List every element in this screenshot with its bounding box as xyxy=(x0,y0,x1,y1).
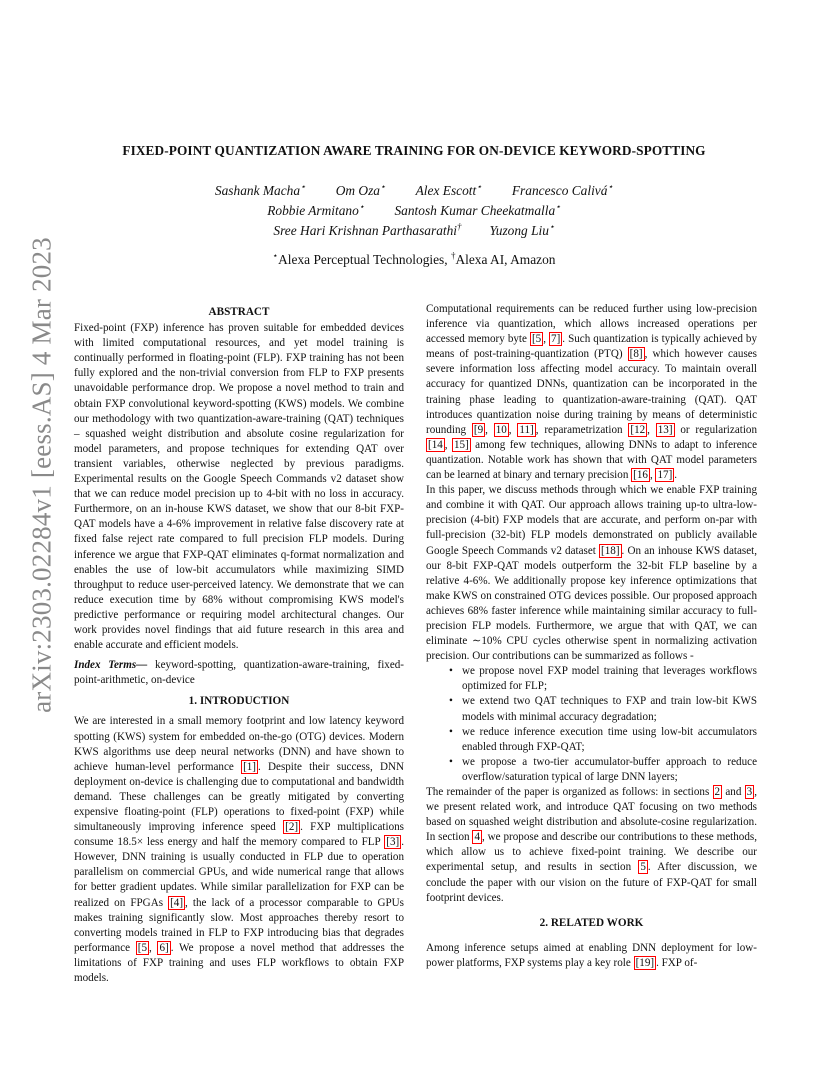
related-work-paragraph: Among inference setups aimed at enabling DNN deployment for low-power platforms, FXP systems play a key role [19] . FXP of- xyxy=(426,941,757,969)
author-list xyxy=(60,181,768,241)
citation-link[interactable]: [16 xyxy=(633,469,648,482)
arxiv-stamp xyxy=(22,237,62,713)
citation-link[interactable]: 13] xyxy=(657,423,673,436)
intro-paragraph: We are interested in a small memory footprint and low latency keyword spotting (KWS) system for embedded on-the-go (OTG) devices. Modern KWS algorithms use deep neural networks (DNN) and have shown to achieve human-level performance [1] . Despite their success, DNN deployment on-device is challenging due to computational and bandwidth demand. These challenges can be greatly mitigated by converting expensive floating-point (FLP) operations to fixed-point (FXP) while simultaneously improving inference speed [2] . FXP multiplications consume 18.5× less energy and half the memory compared to FLP [3] . However, DNN training is usually conducted in FLP due to operation parallelism on commercial GPUs, and wide numerical range that allows for better gradient updates. While similar parallelization for FXP can be realized on FPGAs [4] , the lack of a processor comparable to GPUs makes training significantly slow. Most approaches thereby resort to converting models trained in FLP to FXP introducing bias that degrades performance [5 , 6] . We propose a novel method that addresses the limitations of FXP training and uses FLP workflows to obtain FXP models. xyxy=(74,715,405,985)
citation-link[interactable]: [9 xyxy=(473,423,484,436)
index-terms-text: keyword-spotting, quantization-aware-training, fixed-point-arithmetic, on-device xyxy=(74,659,404,687)
citation-link[interactable]: [14 xyxy=(428,438,443,451)
citation-link[interactable]: 15] xyxy=(453,438,469,451)
section-link[interactable]: 2 xyxy=(714,786,721,798)
section-link[interactable]: 4 xyxy=(474,831,480,844)
affiliation: ⋆Alexa Perceptual Technologies, †Alexa AI, Amazon xyxy=(272,250,556,267)
paper-title: FIXED-POINT QUANTIZATION AWARE TRAINING FOR ON-DEVICE KEYWORD-SPOTTING xyxy=(122,143,706,158)
citation-link[interactable]: 10 xyxy=(495,423,507,436)
author: Francesco Calivá⋆ xyxy=(511,181,614,198)
section-heading-introduction: 1. INTRODUCTION xyxy=(188,695,290,708)
list-item: • we propose a two-tier accumulator-buffer approach to reduce overflow/saturation typical of large DNN layers; xyxy=(462,755,757,785)
list-item: • we reduce inference execution time using low-bit accumulators enabled through FXP-QAT; xyxy=(462,725,757,755)
citation-link[interactable]: [4] xyxy=(170,896,184,909)
citation-link[interactable]: [19] xyxy=(635,956,655,969)
citation-link[interactable]: 6] xyxy=(159,941,169,954)
section-heading-related-work: 2. RELATED WORK xyxy=(539,916,644,929)
citation-link[interactable]: [5 xyxy=(137,941,147,954)
index-terms xyxy=(74,658,404,688)
right-column xyxy=(426,302,757,971)
abstract-body: Fixed-point (FXP) inference has proven suitable for embedded devices with limited computational resources, and yet model training is continually performed in floating-point (FLP). FXP training has not been fully explored and the non-trivial conversion from FLP to FXP presents unavoidable performance drop. We propose a novel method to train and obtain FXP convolutional keyword-spotting (KWS) models. We combine our methodology with two quantization-aware-training (QAT) techniques – squashed weight distribution and absolute cosine regularization for model parameters, and propose techniques for extending QAT over transient variables, otherwise neglected by previous paradigms. Experimental results on the Google Speech Commands v2 dataset show that we can reduce model precision up to 4-bit with no loss in accuracy. Furthermore, on an in-house KWS dataset, we show that our 8-bit FXP-QAT models have a 4-6% improvement in relative false discovery rate at fixed false reject rate compared to full precision FLP models. During inference we argue that FXP-QAT eliminates q-format normalization and enables the use of low-bit accumulators while maximizing SIMD throughput to reduce user-perceived latency. We demonstrate that we can reduce execution time by 68% without compromising KWS model's predictive performance or requiring model architectural changes. Our work provides novel findings that aid future research in this area and enable accurate and efficient models. xyxy=(74,322,404,652)
list-item: • we extend two QAT techniques to FXP and train low-bit KWS models with minimal accuracy degradation; xyxy=(462,694,757,724)
list-item: • we propose novel FXP model training that leverages workflows optimized for FLP; xyxy=(462,664,757,694)
citation-link[interactable]: 7] xyxy=(551,333,561,346)
author-row-1 xyxy=(60,181,768,201)
contributions-list xyxy=(426,664,757,785)
author: Santosh Kumar Cheekatmalla⋆ xyxy=(394,201,561,218)
abstract-heading: ABSTRACT xyxy=(208,306,270,318)
citation-link[interactable]: [2] xyxy=(285,821,299,834)
arxiv-stamp-text: arXiv:2303.02284v1 [eess.AS] 4 Mar 2023 xyxy=(26,237,57,713)
citation-link[interactable]: 11] xyxy=(519,423,534,436)
author: Robbie Armitano⋆ xyxy=(267,201,365,218)
author: Yuzong Liu⋆ xyxy=(489,221,555,238)
citation-link[interactable]: [1] xyxy=(243,760,256,773)
section-link[interactable]: 3 xyxy=(746,786,753,798)
author-row-2 xyxy=(60,201,768,221)
citation-link[interactable]: 17] xyxy=(657,469,673,482)
author: Sree Hari Krishnan Parthasarathi† xyxy=(273,221,462,238)
organization-paragraph: The remainder of the paper is organized as follows: in sections 2 and 3 , we present related work, and introduce QAT focusing on two methods based on squashed weight distribution and absolute-cosine regularization. In section 4 , we propose and describe our contributions to these methods, which allow us to achieve fixed-point training. We describe our experimental setup, and results in section 5 . After discussion, we conclude the paper with our vision on the future of FXP-QAT for small footprint devices. xyxy=(426,786,757,904)
author: Sashank Macha⋆ xyxy=(214,181,306,198)
contributions-paragraph: In this paper, we discuss methods through which we enable FXP training and combine it with QAT. Our approach allows training up-to ultra-low-precision (4-bit) FXP models that are accurate, and perform on-par with full-precision (32-bit) FLP models demonstrated on publicly available Google Speech Commands v2 dataset [18] . On an inhouse KWS dataset, our 8-bit FXP-QAT models outperform the 32-bit FLP baseline by a relative 4-6%. We additionally propose key inference optimizations that make KWS on constrained OTG devices possible. Our proposed approach achieves 68% faster inference while maintaining similar accuracy to full-precision FLP models. Furthermore, we argue that with QAT, we can eliminate ∼10% CPU cycles otherwise spent in normalizing activation precision. Our contributions can be summarized as follows - xyxy=(426,484,757,663)
citation-link[interactable]: [12 xyxy=(630,423,646,436)
left-column xyxy=(74,305,404,986)
author: Alex Escott⋆ xyxy=(415,181,482,198)
author: Om Oza⋆ xyxy=(335,181,386,198)
section-link[interactable]: 5 xyxy=(640,861,646,874)
index-terms-label: Index Terms— xyxy=(74,659,148,672)
citation-link[interactable]: [18] xyxy=(601,544,620,557)
quantization-paragraph: Computational requirements can be reduced further using low-precision inference via quantization, which allows increased operations per accessed memory byte [5 , 7] . Such quantization is typically achieved by means of post-training-quantization (PTQ) [8] , which however causes severe information loss affecting model accuracy. To maintain overall accuracy for quantized DNNs, quantization can be incorporated in the training phase leading to quantization-aware-training (QAT). QAT introduces quantization noise during training by means of deterministic rounding [9 , 10 , 11] , reparametrization [12 , 13] or regularization [14 , 15] among few techniques, allowing DNNs to adapt to inference quantization. Notable work has shown that with QAT model parameters can be learned at binary and ternary precision [16 , 17] . xyxy=(426,303,758,482)
citation-link[interactable]: [8] xyxy=(629,348,643,361)
citation-link[interactable]: [5 xyxy=(531,333,542,346)
citation-link[interactable]: [3] xyxy=(386,836,400,849)
author-row-3 xyxy=(60,221,768,241)
